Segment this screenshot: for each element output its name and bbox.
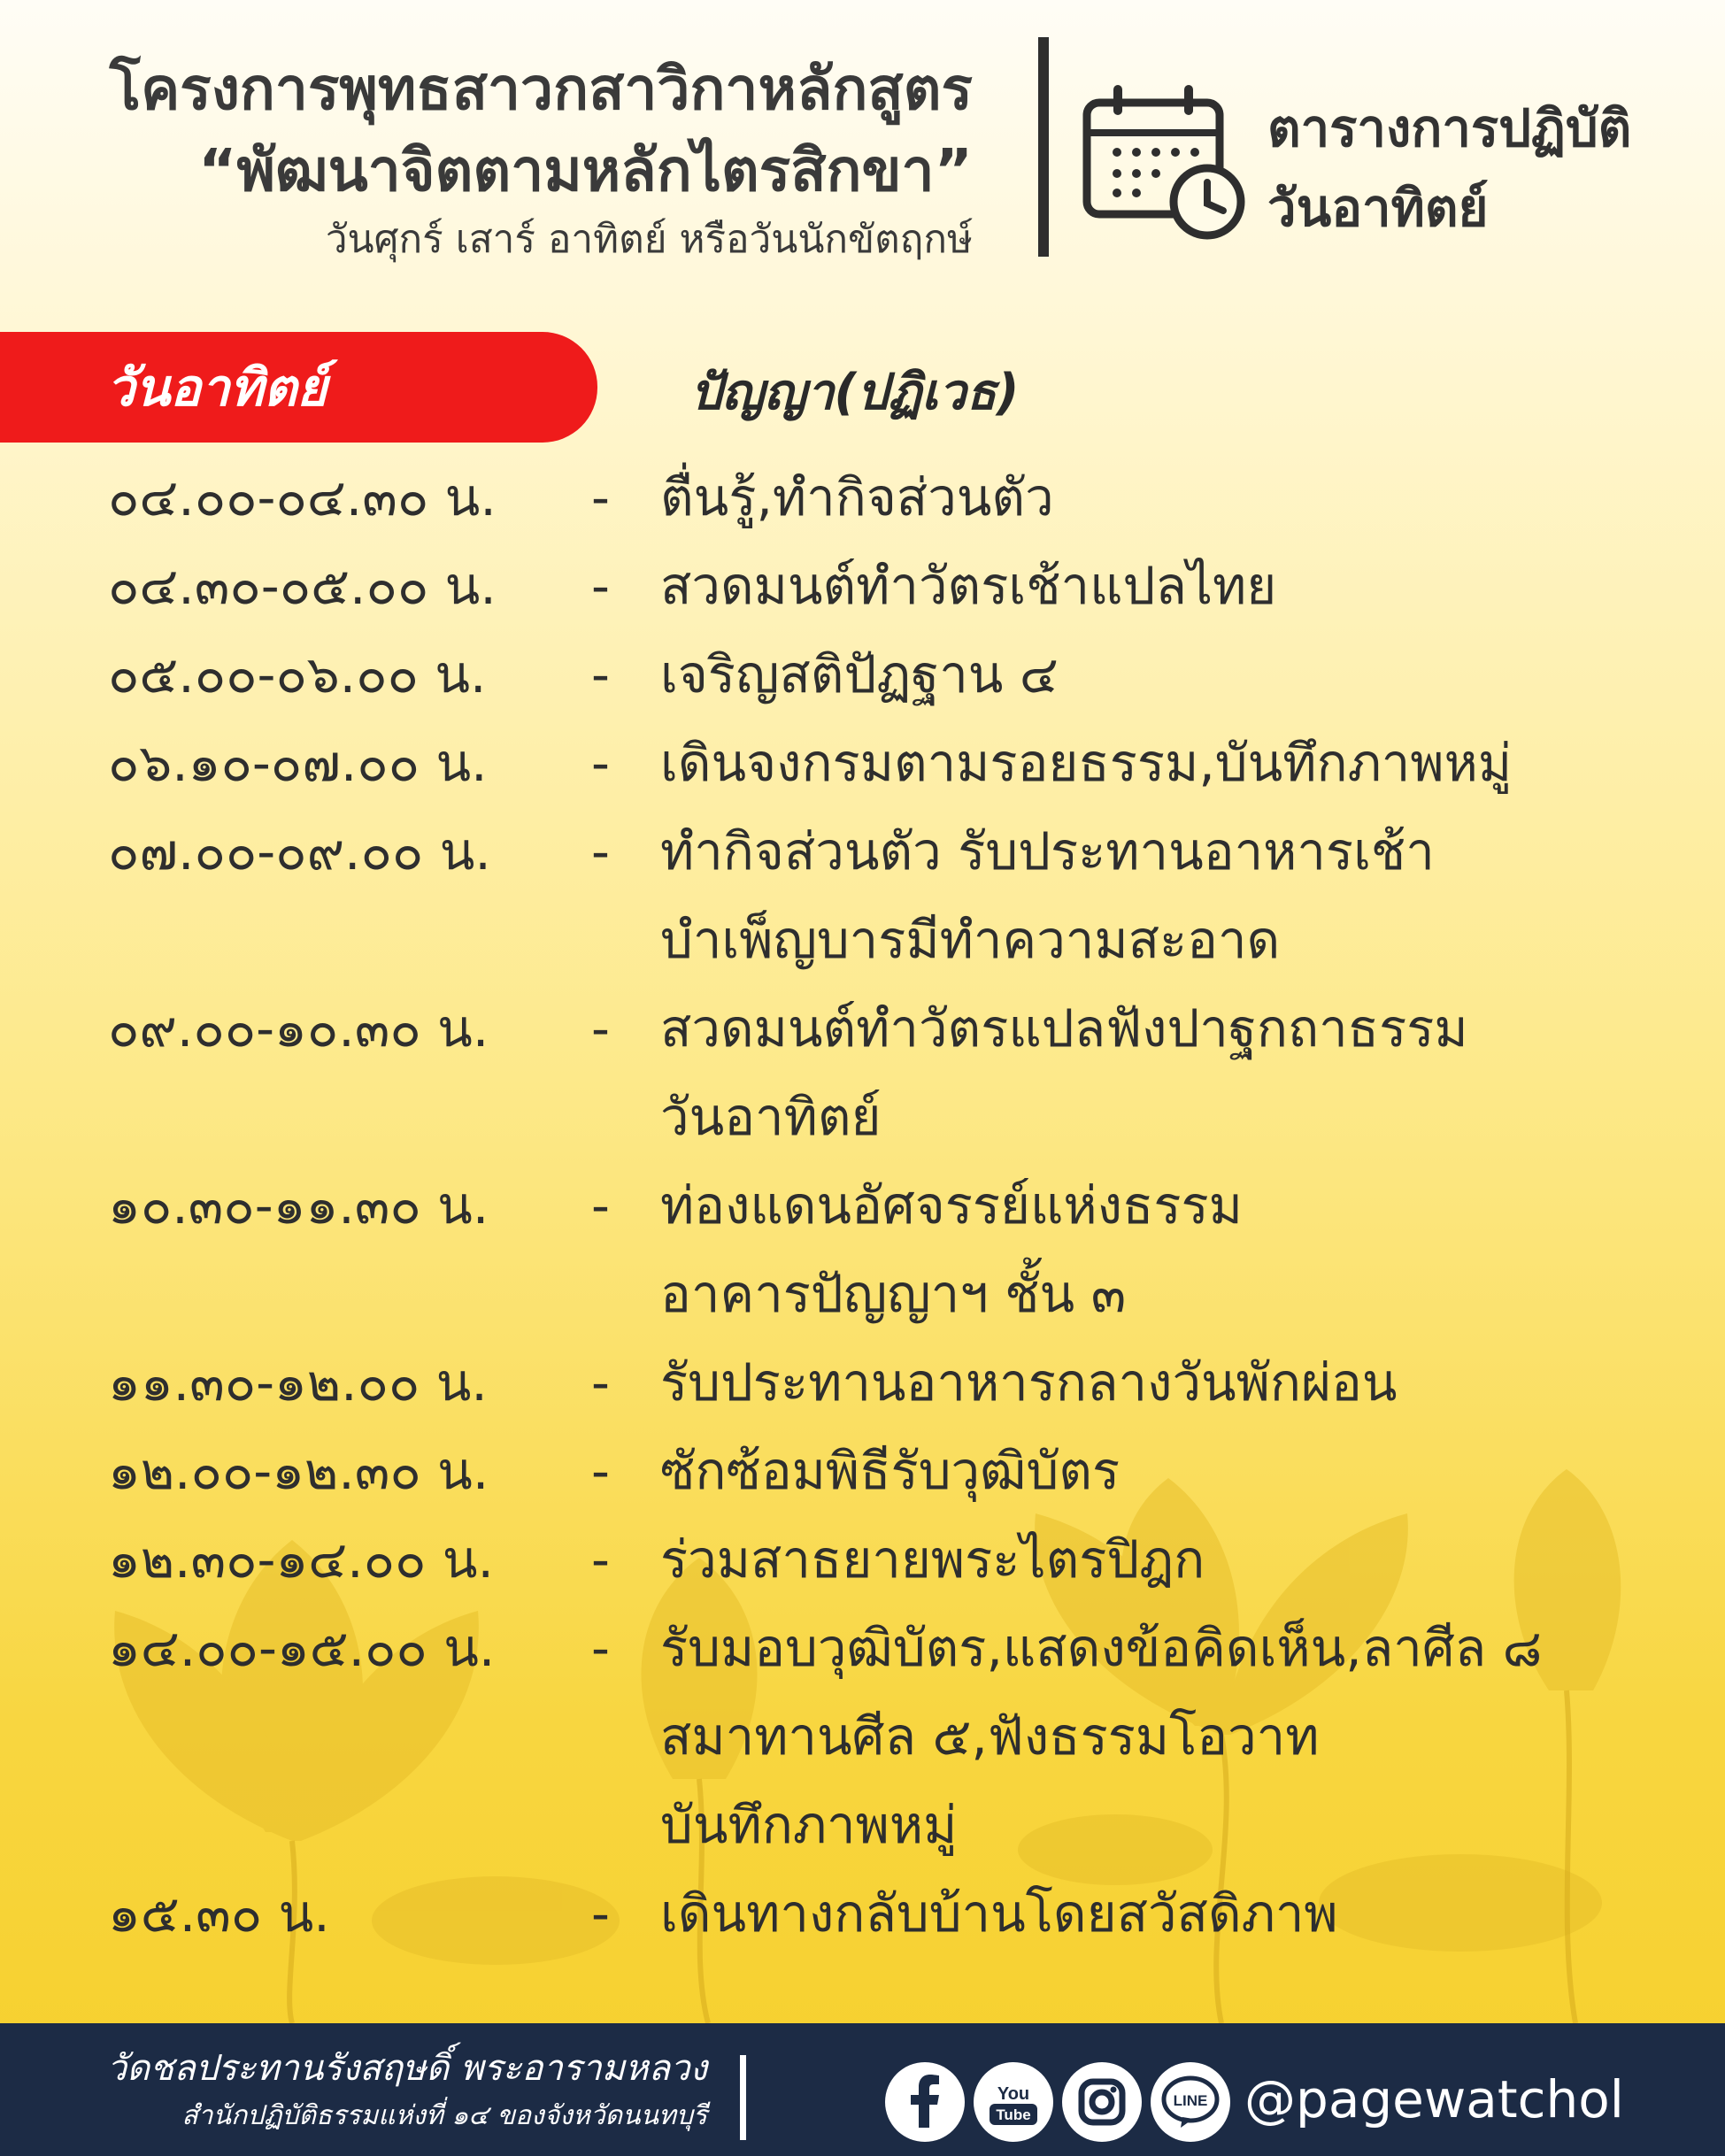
footer-bar [0,2023,1725,2156]
temple-name: วัดชลประทานรังสฤษดิ์ พระอารามหลวง [106,2048,707,2089]
time-range: ๐๙.๐๐-๑๐.๓๐ น. [108,998,489,1059]
separator-dash: - [591,467,610,527]
schedule-row [0,630,1725,719]
activity: รับประทานอาหารกลางวันพักผ่อน [660,1352,1398,1413]
project-header [110,49,973,268]
time-range: ๐๗.๐๐-๐๙.๐๐ น. [108,821,491,882]
youtube-label-top: You [997,2084,1030,2104]
social-handle[interactable]: @pagewatchol [1244,2069,1624,2129]
schedule-row [0,542,1725,630]
activity: ร่วมสาธยายพระไตรปิฎก [660,1529,1205,1590]
time-range: ๑๒.๓๐-๑๔.๐๐ น. [108,1529,494,1590]
activity: อาคารปัญญาฯ ชั้น ๓ [660,1264,1127,1324]
activity: เดินจงกรมตามรอยธรรม,บันทึกภาพหมู่ [660,733,1513,793]
day-label: วันอาทิตย์ [106,358,327,418]
activity: ซักซ้อมพิธีรับวุฒิบัตร [660,1441,1120,1501]
youtube-icon[interactable] [974,2062,1053,2142]
separator-dash: - [591,1883,610,1944]
activity: รับมอบวุฒิบัตร,แสดงข้อคิดเห็น,ลาศีล ๘ [660,1618,1543,1678]
instagram-icon[interactable] [1062,2062,1142,2142]
schedule-row [0,1161,1725,1338]
separator-dash: - [591,998,610,1059]
youtube-label-bottom: Tube [996,2106,1031,2123]
schedule-day: วันอาทิตย์ [1267,178,1489,238]
separator-dash: - [591,644,610,705]
schedule-row [0,1869,1725,1958]
line-icon[interactable] [1151,2062,1230,2142]
time-range: ๐๕.๐๐-๐๖.๐๐ น. [108,644,487,705]
separator-dash: - [591,1352,610,1413]
schedule-row [0,1604,1725,1869]
activity: ตื่นรู้,ทำกิจส่วนตัว [660,467,1054,527]
footer-divider [740,2055,746,2140]
time-range: ๐๔.๐๐-๐๔.๓๐ น. [108,467,497,527]
schedule-list [0,453,1725,1958]
schedule-row [0,453,1725,542]
activity: ทำกิจส่วนตัว รับประทานอาหารเช้า [660,821,1435,882]
footer-organization [107,2043,707,2138]
activity: สวดมนต์ทำวัตรแปลฟังปาฐกถาธรรม [660,998,1468,1059]
activity: สวดมนต์ทำวัตรเช้าแปลไทย [660,556,1277,616]
separator-dash: - [591,733,610,793]
activity: วันอาทิตย์ [660,1087,882,1147]
time-range: ๑๕.๓๐ น. [108,1883,330,1944]
time-range: ๑๔.๐๐-๑๕.๐๐ น. [108,1618,496,1678]
schedule-row [0,984,1725,1161]
separator-dash: - [591,1529,610,1590]
time-range: ๑๒.๐๐-๑๒.๓๐ น. [108,1441,489,1501]
time-range: ๑๑.๓๐-๑๒.๐๐ น. [108,1352,488,1413]
time-range: ๐๖.๑๐-๐๗.๐๐ น. [108,733,488,793]
time-range: ๐๔.๓๐-๐๕.๐๐ น. [108,556,497,616]
activity: เจริญสติปัฏฐาน ๔ [660,644,1059,705]
day-theme: ปัญญา(ปฏิเวธ) [690,364,1020,421]
separator-dash: - [591,1441,610,1501]
activity: บำเพ็ญบารมีทำความสะอาด [660,910,1281,970]
line-label: LINE [1173,2092,1208,2109]
activity: ท่องแดนอัศจรรย์แห่งธรรม [660,1175,1243,1236]
separator-dash: - [591,556,610,616]
activity: บันทึกภาพหมู่ [660,1795,958,1855]
schedule-title: ตารางการปฏิบัติ [1267,98,1632,158]
schedule-row [0,719,1725,807]
separator-dash: - [591,821,610,882]
separator-dash: - [591,1175,610,1236]
time-range: ๑๐.๓๐-๑๑.๓๐ น. [108,1175,489,1236]
activity: สมาทานศีล ๕,ฟังธรรมโอวาท [660,1706,1320,1767]
project-title: โครงการพุทธสาวกสาวิกาหลักสูตร [109,55,973,123]
header-divider [1038,37,1049,257]
schedule-row [0,1427,1725,1515]
activity: เดินทางกลับบ้านโดยสวัสดิภาพ [660,1883,1338,1944]
separator-dash: - [591,1618,610,1678]
schedule-row [0,1338,1725,1427]
facebook-icon[interactable] [885,2062,965,2142]
schedule-row [0,807,1725,984]
course-days: วันศุกร์ เสาร์ อาทิตย์ หรือวันนักขัตฤกษ์ [325,217,973,262]
schedule-header [1267,89,1631,248]
day-tab [0,332,597,443]
calendar-clock-icon [1082,81,1250,241]
course-title: “พัฒนาจิตตามหลักไตรสิกขา” [198,136,973,204]
office-name: สำนักปฏิบัติธรรมแห่งที่ ๑๔ ของจังหวัดนนทบุรี [181,2100,707,2131]
schedule-row [0,1515,1725,1604]
